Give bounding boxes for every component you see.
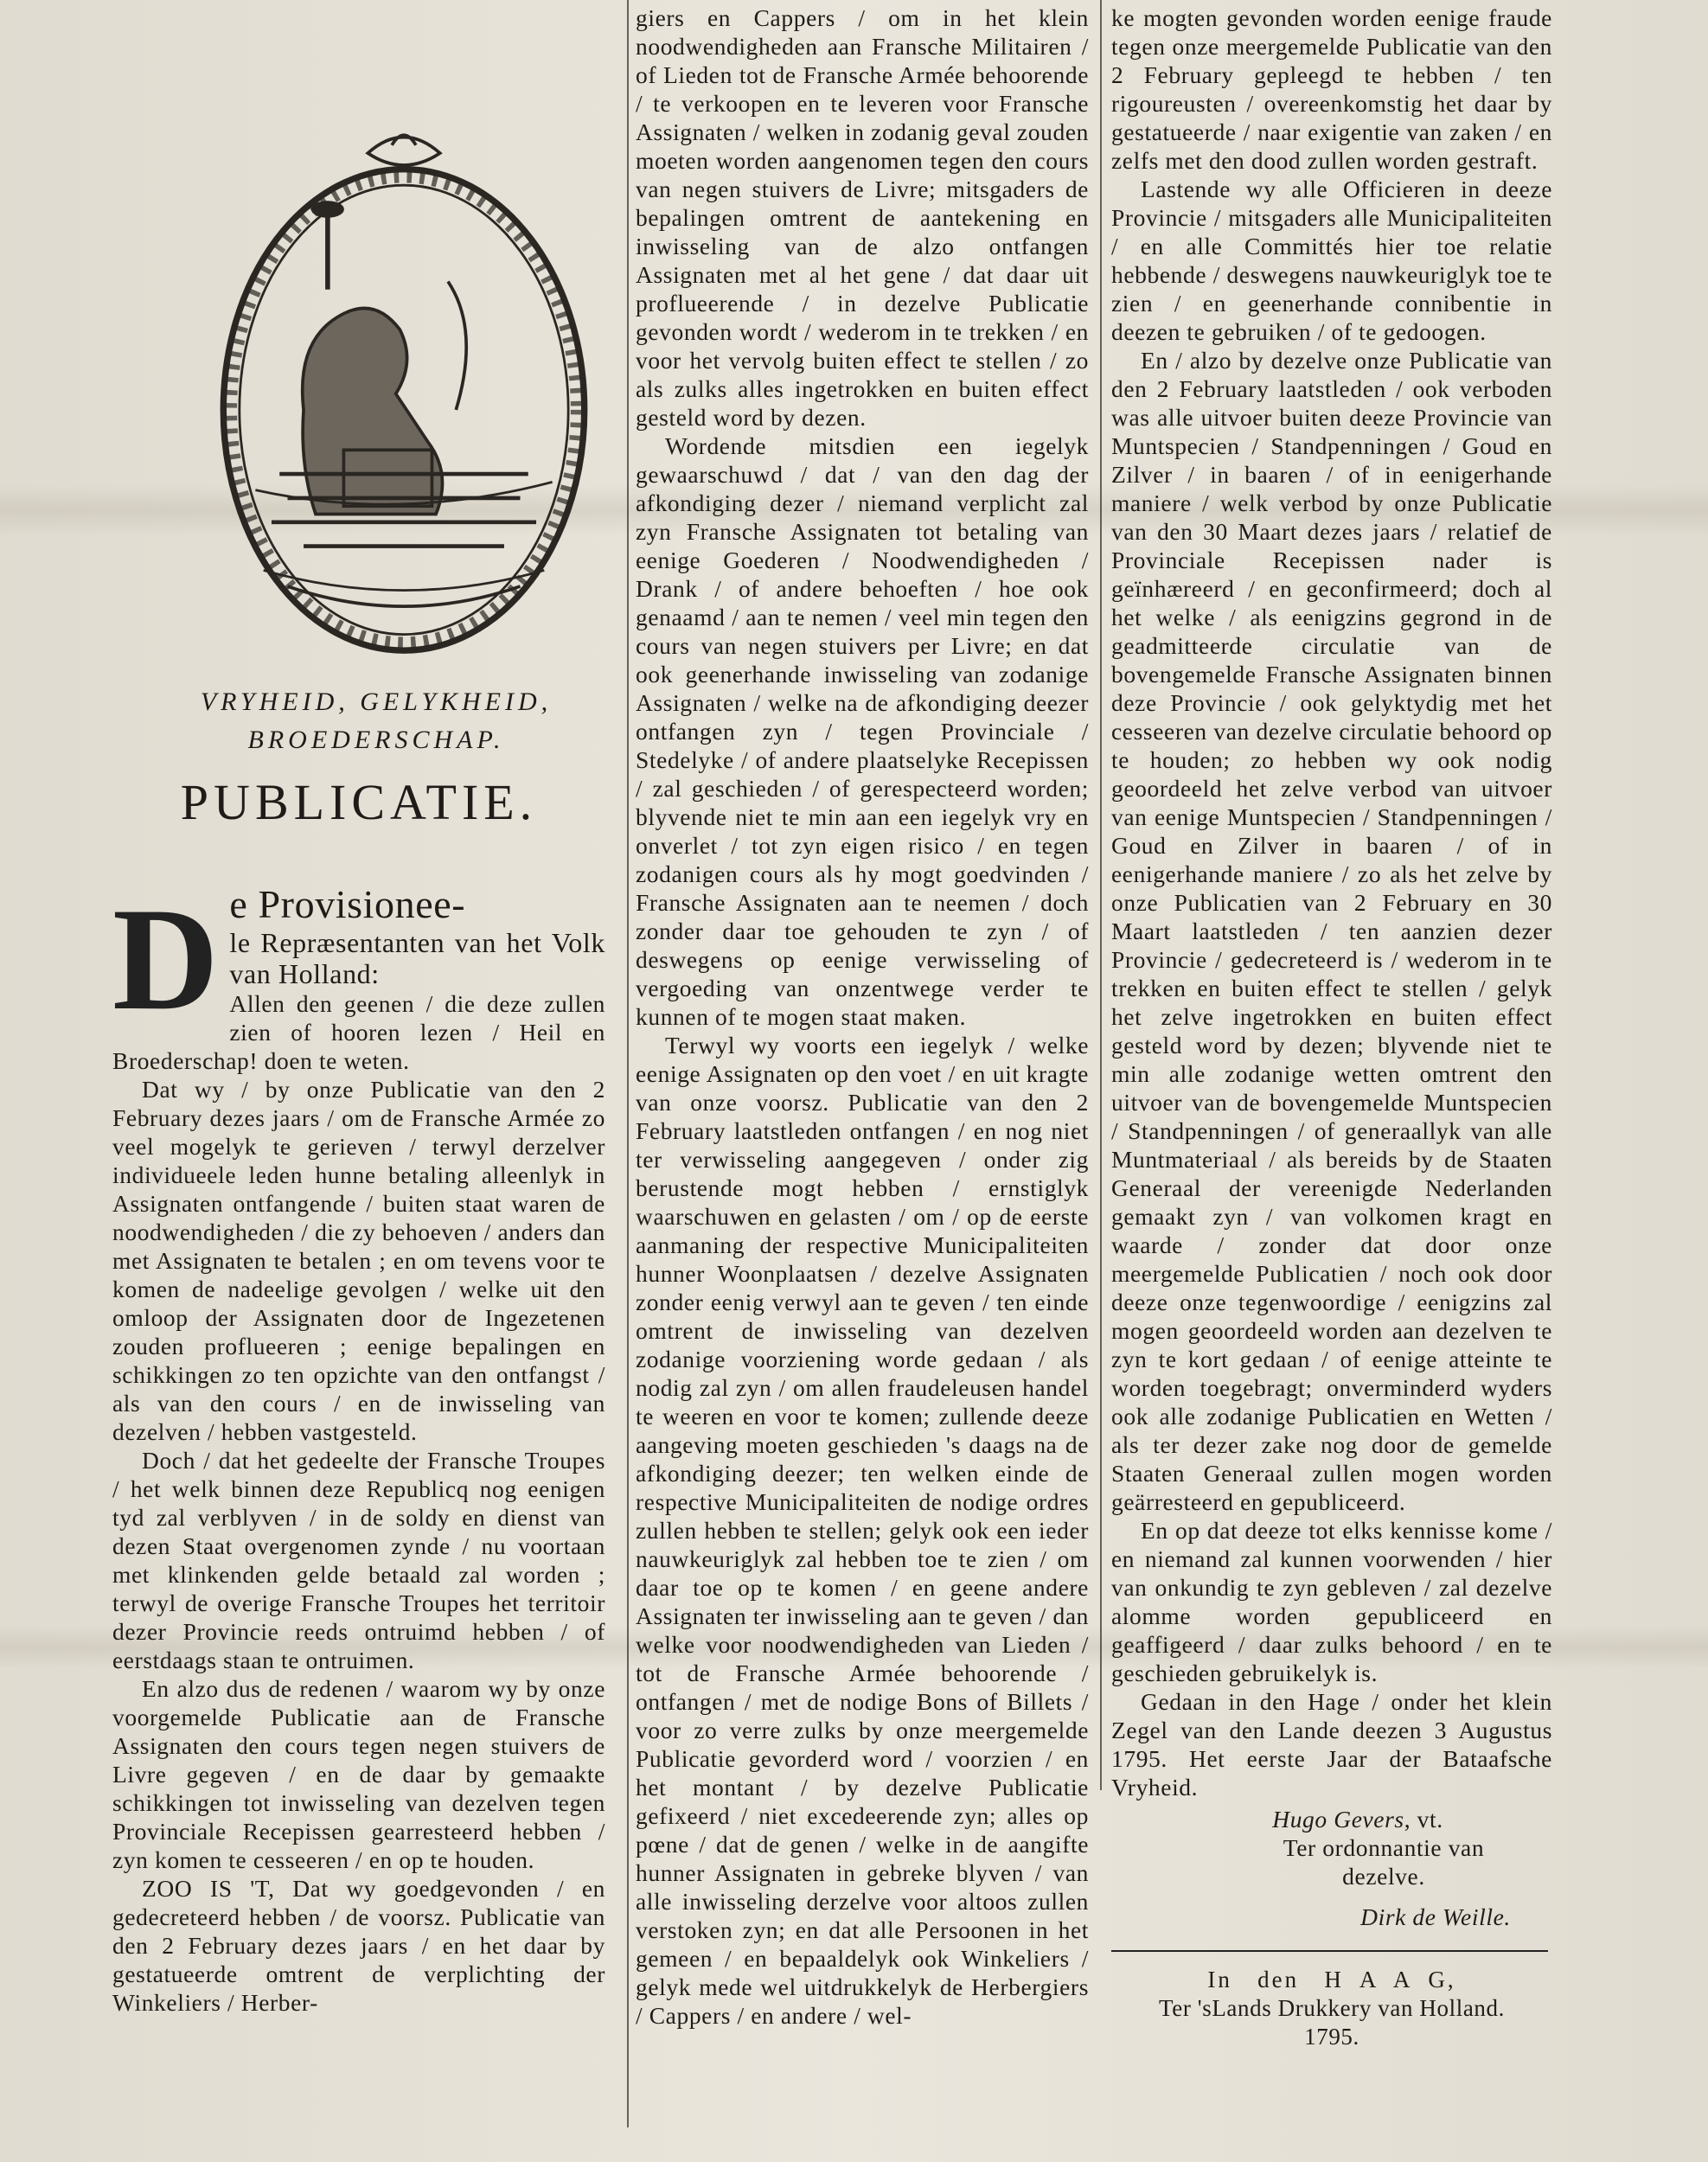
imprint — [1111, 1966, 1552, 2051]
signature-secretary: Dirk de Weille. — [1360, 1903, 1511, 1930]
imprint-year: 1795. — [1304, 2024, 1359, 2050]
motto-line-2: BROEDERSCHAP. — [247, 726, 505, 754]
paragraph: Doch / dat het gedeelte der Fransche Troupes / het welk binnen deze Republicq nog eenigen tyd zal verblyven / in de soldy en dienst van dezen Staat overgenomen zynde / nu voortaan met klinkenden gelde betaald zal worden ; terwyl de overige Fransche Troupes het territoir dezer Provincie reeds ontruimd hebben / of eerstdaags staan te ontruimen. — [112, 1447, 605, 1673]
signature-president — [1111, 1805, 1552, 1833]
paragraph: Dat wy / by onze Publicatie van den 2 February dezes jaars / om de Fransche Armée zo veel mogelyk te gerieven / terwyl derzelver individueele leden hunne betaling alleenlyk in Assignaten ontfangende / buiten staat waren de noodwendigheden / die zy behoeven / anders dan met Assignaten te betalen ; en om tevens voor te komen de nadeelige gevolgen / welke uit den omloop der Assignaten door de Ingezetenen zouden proflueeren ; eenige bepalingen en schikkingen zo ten opzichte van den ontfangst / als van den cours / en de inwisseling van dezelven / hebben vastgesteld. — [112, 1076, 605, 1445]
imprint-divider — [1111, 1950, 1548, 1952]
imprint-printer: Ter 'sLands Drukkery van Holland. — [1159, 1995, 1505, 2021]
paragraph: En / alzo by dezelve onze Publicatie van den 2 February laatstleden / ook verboden was alle uitvoer buiten deeze Provincie van Muntspecien / Standpenningen / Goud en Zilver / in baaren / of in eenigerhande maniere / welk verbod by onze Publicatie van den 30 Maart dezes jaars / relatief de Provinciale Recepissen nader is geïnhæreerd / en geconfirmeerd; doch al het welke / als eenigzins gegrond in de geadmitteerde circulatie van de bovengemelde Fransche Assignaten binnen deze Provincie / ook gelyktydig met het cesseeren van dezelve circulatie behoord op te houden; zo hebben wy ook nodig geoordeeld het zelve verbod van uitvoer van eenige Muntspecien / Standpenningen / Goud en Zilver in baaren / of in eenigerhande maniere / zo als het zelve by onze Publicatien van 2 February en 30 Maart laatstleden / ten aanzien dezer Provincie / gedecreteerd is / wederom in te trekken en buiten effect te stellen / gelyk het zelve ingetrokken en buiten effect gesteld word by dezen; blyvende niet te min alle zodanige wetten omtrent den uitvoer van de bovengemelde Muntspecien / Standpenningen / of generaallyk van alle Muntmateriaal / als bereids by de Staaten Generaal der vereenigde Nederlanden gemaakt zyn / van volkomen kragt en waarde / zonder dat door onze meergemelde Publicatien / noch ook door deeze onze tegenwoordige / eenigzins zal mogen geoordeeld worden aan dezelven te zyn te kort gedaan / of eenige atteinte te worden toegebragt; onverminderd wyders ook alle zodanige Publicatien en Wetten / als ter dezer zake nog door de gemelde Staaten Generaal zullen mogen worden geärresteerd en gepubliceerd. — [1111, 347, 1552, 1515]
drop-cap: D — [112, 886, 220, 1038]
ordonnantie-line-1: Ter ordonnantie van — [1283, 1834, 1485, 1861]
signer-name: Hugo Gevers — [1272, 1806, 1404, 1833]
left-column — [112, 882, 605, 2017]
paragraph: Terwyl wy voorts een iegelyk / welke eenige Assignaten op den voet / en uit kragte van onze voorsz. Publicatie van den 2 February laatstleden ontfangen / en nog niet ter verwisseling aangegeven / onder zig berustende mogt hebben / ernstiglyk waarschuwen en gelasten / om / op de eerste aanmaning der respective Municipaliteiten hunner Woonplaatsen / dezelve Assignaten zonder eenig verwyl aan te geven / ten einde omtrent de inwisseling van dezelven zodanige voorziening worde gedaan / als nodig zal zyn / om allen fraudeleusen handel te weeren en voor te komen; zullende deeze aangeving moeten geschieden 's daags na de afkondiging deezer; ten welken einde de respective Municipaliteiten de nodige ordres zullen hebben te stellen; gelyk ook een ieder nauwkeuriglyk zal hebben toe te zien / om daar toe op te komen / en geene andere Assignaten ter inwisseling aan te geven / dan welke voor noodwendigheden van Lieden / tot de Fransche Armée behoorende / ontfangen / met de nodige Bons of Billets / voor zo verre zulks by onze meergemelde Publicatie gevorderd word / voorzien / en het montant / by dezelve Publicatie gefixeerd / niet excedeerende zyn; alles op pœne / dat de genen / welke in de aangifte hunner Assignaten in gebreke blyven / van alle inwisseling derzelve voor altoos zullen verstoken zyn; en dat alle Persoonen in het gemeen / en bepaaldelyk ook Winkeliers / gelyk mede wel uitdrukkelyk de Herbergiers / Cappers / en andere / wel- — [636, 1032, 1089, 2029]
paragraph: Lastende wy alle Officieren in deeze Provincie / mitsgaders alle Municipaliteiten / en alle Committés hier toe relatie hebbende / deswegens nauwkeuriglyk toe te zien / en geenerhande connibentie in deezen te gebruiken / of te gedoogen. — [1111, 176, 1552, 345]
middle-column — [636, 3, 1089, 2030]
liberty-lion-emblem — [192, 121, 616, 675]
intro-line-1: e Provisionee- — [229, 882, 466, 926]
paragraph: giers en Cappers / om in het klein noodwendigheden aan Fransche Militairen / of Lieden tot de Fransche Armée behoorende / te verkoopen en te leveren voor Fransche Assignaten / welken in zodanig geval zouden moeten worden aangenomen tegen den cours van negen stuivers de Livre; mitsgaders de bepalingen omtrent de aantekening en inwisseling van de alzo ontfangen Assignaten met al het gene / dat daar uit proflueerende / in dezelve Publicatie gevonden wordt / wederom in te trekken / en voor het vervolg buiten effect te stellen / zo als zulks alles ingetrokken en buiten effect gesteld word by dezen. — [636, 4, 1089, 431]
paragraph: ke mogten gevonden worden eenige fraude tegen onze meergemelde Publicatie van den 2 February gepleegd te hebben / ten rigoureusten / overeenkomstig het daar by gestatueerde / naar exigentie van zaken / en zelfs met den dood zullen worden gestraft. — [1111, 4, 1552, 174]
paragraph: Gedaan in den Hage / onder het klein Zegel van den Lande deezen 3 Augustus 1795. Het eerste Jaar der Bataafsche Vryheid. — [1111, 1688, 1552, 1801]
paragraph: ZOO IS 'T, Dat wy goedgevonden / en gedecreteerd hebben / de voorsz. Publicatie van den 2 February dezes jaars / en het daar by gestatueerde omtrent de verplichting der Winkeliers / Herber- — [112, 1875, 605, 2016]
paragraph: En alzo dus de redenen / waarom wy by onze voorgemelde Publicatie aan de Fransche Assignaten den cours tegen negen stuivers de Livre gegeven / en de daar by gemaakte schikkingen tot inwisseling van dezelven tegen Provinciale Recepissen gearresteerd hebben / zyn komen te cesseeren / en op te houden. — [112, 1675, 605, 1873]
signer-suffix: , vt. — [1404, 1806, 1443, 1833]
column-divider — [627, 0, 629, 2127]
paragraph: Wordende mitsdien een iegelyk gewaarschuwd / dat / van den dag der afkondiging dezer / niemand verplicht zal zyn Fransche Assignaten tot betaling van eenige Goederen / Noodwendigheden / Drank / of andere behoeften / hoe ook genaamd / aan te nemen / veel min tegen den cours van negen stuivers per Livre; en dat ook geenerhande inwisseling van zodanige Assignaten / welke na de afkondiging deezer ontfangen zyn / tegen Provinciale / Stedelyke / of andere plaatselyke Recepissen / zal geschieden / of gerespecteerd worden; blyvende niet te min aan een iegelyk vry en onverlet / tot zyn eigen risico / en tegen zodanigen cours als hy mogt goedvinden / Fransche Assignaten aan te neemen / doch zonder daar toe gehouden te zyn / of deswegens op eenige verwisseling of vergoeding van onzentwege verder te kunnen of te mogen staat maken. — [636, 432, 1089, 1030]
column-divider — [1100, 0, 1102, 1790]
motto-line-1: VRYHEID, GELYKHEID, — [200, 688, 553, 716]
ordonnantie-line-2: dezelve. — [1342, 1863, 1425, 1890]
intro-line-2: le Repræsentanten van het Volk van Holland: — [229, 927, 605, 989]
page-title: PUBLICATIE. — [180, 774, 538, 830]
intro-text: Allen den geenen / die deze zullen zien of hooren lezen / Heil en Broederschap! doen te weten. — [112, 990, 605, 1074]
imprint-place: In den H A A G, — [1207, 1967, 1456, 1992]
motto — [130, 683, 623, 759]
paragraph: En op dat deeze tot elks kennisse kome / en niemand zal kunnen voorwenden / hier van onkundig te zyn gebleven / zal dezelve alomme worden gepubliceerd en geaffigeerd / daar zulks behoord / en te geschieden gebruikelyk is. — [1111, 1517, 1552, 1686]
right-column — [1111, 3, 1552, 2051]
